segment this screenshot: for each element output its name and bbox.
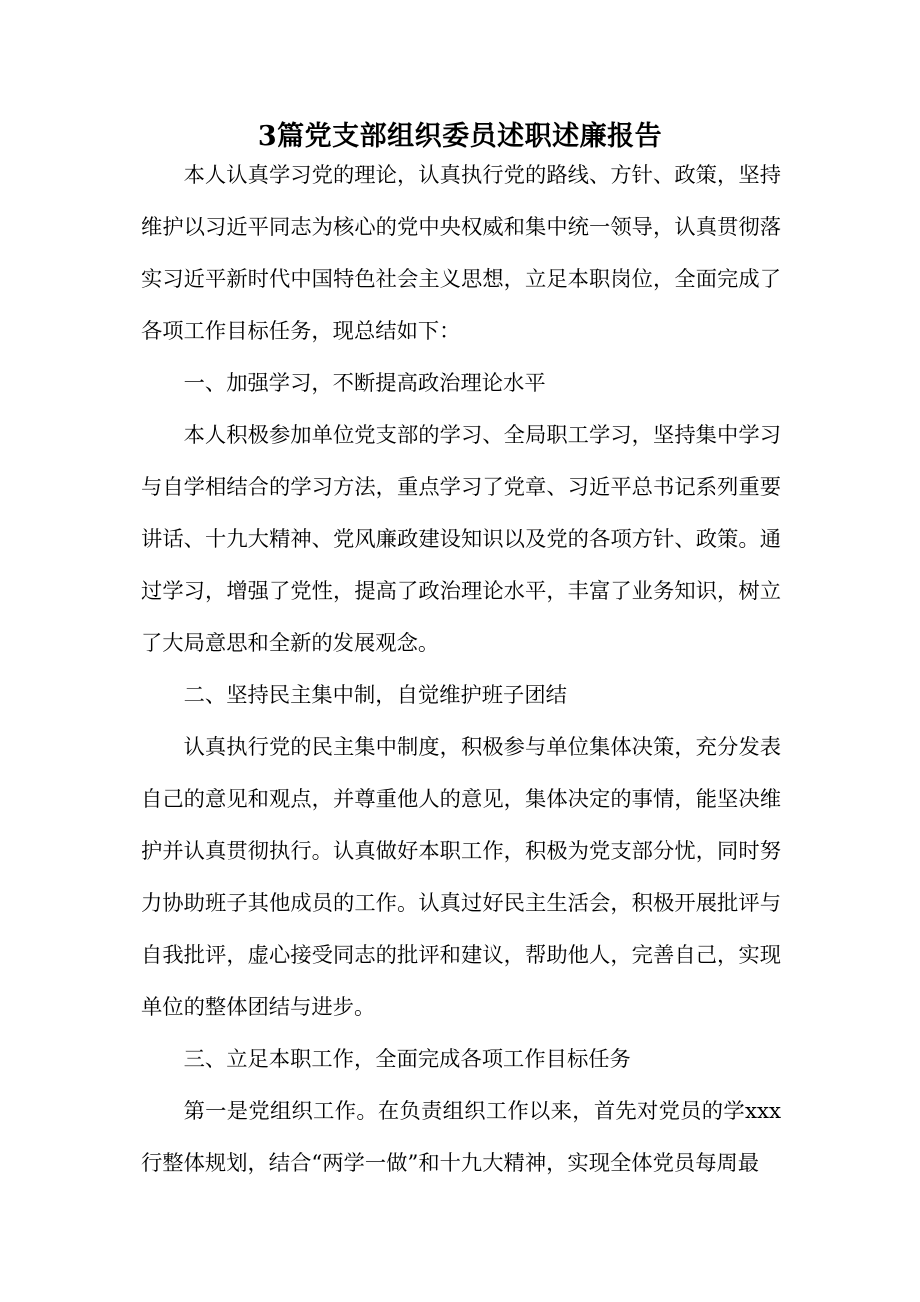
paragraph-section-1: 本人积极参加单位党支部的学习、全局职工学习，坚持集中学习与自学相结合的学习方法，重点学习了党章、习近平总书记系列重要讲话、十九大精神、党风廉政建设知识以及党的各项方针、政策。通过学习，增强了党性，提高了政治理论水平，丰富了业务知识，树立了大局意思和全新的发展观念。 <box>141 423 781 656</box>
heading-section-1: 一、加强学习，不断提高政治理论水平 <box>183 371 546 396</box>
paragraph-section-3: 第一是党组织工作。在负责组织工作以来，首先对党员的学xxx行整体规划，结合“两学一做”和十九大精神，实现全体党员每周最 <box>141 1099 781 1176</box>
paragraph-intro: 本人认真学习党的理论，认真执行党的路线、方针、政策，坚持维护以习近平同志为核心的党中央权威和集中统一领导，认真贯彻落实习近平新时代中国特色社会主义思想，立足本职岗位，全面完成了各项工作目标任务，现总结如下： <box>141 163 781 344</box>
document-body <box>141 150 781 1190</box>
document-title: 3篇党支部组织委员述职述廉报告 <box>257 121 663 152</box>
heading-section-3: 三、立足本职工作，全面完成各项工作目标任务 <box>183 1047 631 1072</box>
heading-section-2: 二、坚持民主集中制，自觉维护班子团结 <box>183 683 567 708</box>
paragraph-section-2: 认真执行党的民主集中制度，积极参与单位集体决策，充分发表自己的意见和观点，并尊重他人的意见，集体决定的事情，能坚决维护并认真贯彻执行。认真做好本职工作，积极为党支部分忧，同时努力协助班子其他成员的工作。认真过好民主生活会，积极开展批评与自我批评，虚心接受同志的批评和建议，帮助他人，完善自己，实现单位的整体团结与进步。 <box>141 735 781 1020</box>
